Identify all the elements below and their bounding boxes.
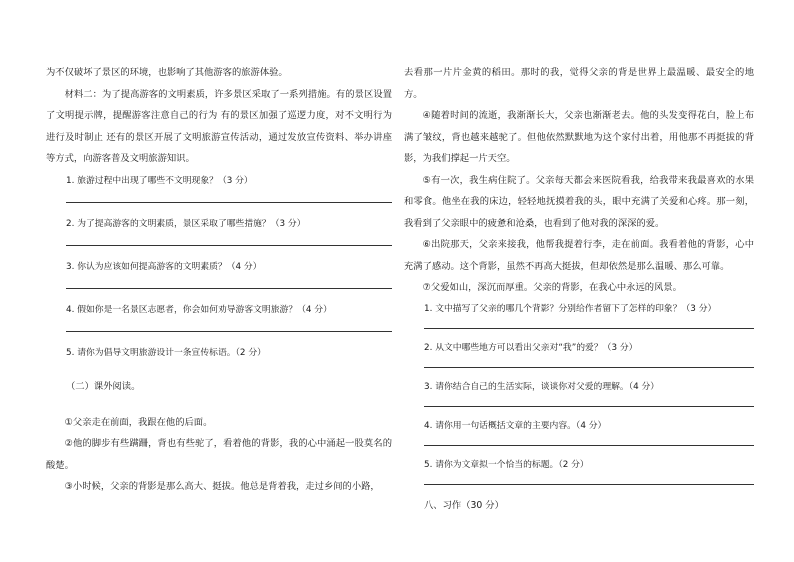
left-question-1: 1. 旅游过程中出现了哪些不文明现象？（3 分）	[66, 175, 253, 186]
right-question-1: 1. 文中描写了父亲的哪几个背影？分别给作者留下了怎样的印象？（3 分）	[424, 303, 717, 314]
right-column	[404, 62, 754, 513]
passage-paragraph-3-cont: 去看那一片片金黄的稻田。那时的我，觉得父亲的背是世界上最温暖、最安全的地方。	[404, 67, 754, 100]
material-two: 材料二：为了提高游客的文明素质，许多景区采取了一系列措施。有的景区设置了文明提示牌，提醒游客注意自己的行为 有的景区加强了巡逻力度，对不文明行为进行及时制止 还有的景区开展了文明旅游宣传活动，通过发放宣传资料、举办讲座等方式，向游客普及文明旅游知识。	[46, 88, 392, 164]
left-question-5: 5. 请你为倡导文明旅游设计一条宣传标语。（2 分）	[66, 347, 266, 358]
section-title-composition: 八、习作（30 分）	[424, 499, 504, 511]
right-question-2: 2. 从文中哪些地方可以看出父亲对“我”的爱？（3 分）	[424, 342, 638, 353]
passage-paragraph-5: ⑤有一次，我生病住院了。父亲每天都会来医院看我，给我带来我最喜欢的水果和零食。他坐在我的床边，轻轻地抚摸着我的头，眼中充满了关爱和心疼。那一刻，我看到了父亲眼中的疲惫和沧桑，也看到了他对我的深深的爱。	[404, 174, 754, 229]
left-question-2: 2. 为了提高游客的文明素质，景区采取了哪些措施？（3 分）	[66, 218, 306, 229]
passage-paragraph-2: ②他的脚步有些蹒跚，背也有些驼了，看着他的背影，我的心中涌起一股莫名的酸楚。	[46, 438, 392, 471]
left-column	[46, 62, 392, 498]
left-question-4: 4. 假如你是一名景区志愿者，你会如何劝导游客文明旅游？（4 分）	[66, 304, 332, 315]
passage-paragraph-6: ⑥出院那天，父亲来接我，他帮我提着行李，走在前面。我看着他的背影，心中充满了感动。这个背影，虽然不再高大挺拔，但却依然是那么温暖、那么可靠。	[404, 239, 754, 272]
passage-paragraph-7: ⑦父爱如山，深沉而厚重。父亲的背影，在我心中永远的风景。	[422, 282, 682, 293]
passage-paragraph-3: ③小时候，父亲的背影是那么高大、挺拔。他总是背着我，走过乡间的小路，	[64, 481, 380, 492]
right-question-5: 5. 请你为文章拟一个恰当的标题。（2 分）	[424, 459, 589, 470]
passage-paragraph-1: ①父亲走在前面，我跟在他的后面。	[64, 416, 213, 428]
right-question-3: 3. 请你结合自己的生活实际，谈谈你对父爱的理解。（4 分）	[424, 381, 660, 392]
section-title-extracurricular: （二）课外阅读。	[66, 380, 141, 392]
right-question-4: 4. 请你用一句话概括文章的主要内容。（4 分）	[424, 420, 607, 431]
passage-paragraph-4: ④随着时间的流逝，我渐渐长大，父亲也渐渐老去。他的头发变得花白，脸上布满了皱纹，背也越来越驼了。但他依然默默地为这个家付出着，用他那不再挺拔的背影，为我们撑起一片天空。	[404, 110, 754, 164]
left-question-3: 3. 你认为应该如何提高游客的文明素质？（4 分）	[66, 261, 262, 272]
intro-text: 为不仅破坏了景区的环境，也影响了其他游客的旅游体验。	[46, 67, 288, 78]
